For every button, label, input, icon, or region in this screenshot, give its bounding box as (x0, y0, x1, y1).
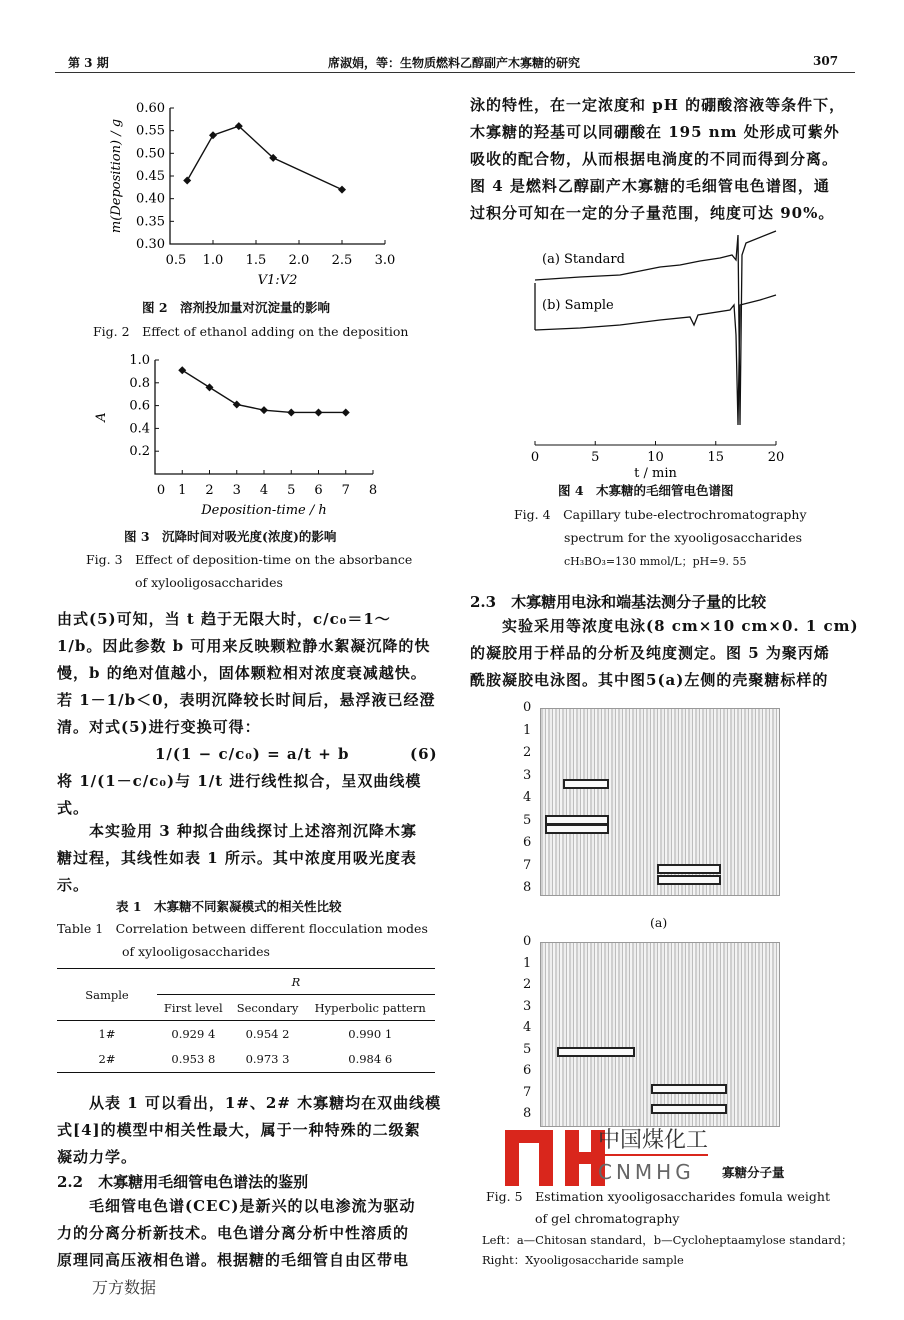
left-paragraph-3 (57, 818, 435, 899)
gel-position-label: 4 (523, 790, 532, 805)
x-tick-label: 5 (591, 450, 600, 465)
x-tick-label: 3.0 (374, 253, 396, 268)
fig5-note-right: Right：Xyooligosaccharide sample (482, 1253, 684, 1267)
fig4-caption-en: Fig. 4 Capillary tube-electrochromatography (514, 507, 807, 522)
x-tick-label: 2.5 (331, 253, 353, 268)
data-point (209, 131, 217, 139)
table-row (57, 1021, 435, 1047)
x-tick-label: 20 (767, 450, 785, 465)
gel-position-label: 0 (523, 934, 532, 949)
text-line: 示。 (57, 876, 90, 894)
gel-position-label: 8 (523, 880, 532, 895)
y-tick-label: 0.8 (129, 375, 150, 391)
x-tick-label: 0 (156, 483, 166, 498)
y-tick-label: 0.55 (136, 123, 165, 139)
left-paragraph-4 (57, 1090, 442, 1171)
watermark-en: CNMHG (598, 1160, 695, 1184)
x-tick-label: 7 (341, 483, 350, 498)
x-tick-label: 10 (647, 450, 664, 465)
col-hyperbolic: Hyperbolic pattern (314, 1000, 426, 1015)
fig4-conditions: cH₃BO₃=130 mmol/L；pH=9. 55 (564, 555, 747, 568)
issue-number: 第 3 期 (68, 56, 109, 70)
x-axis-label: Deposition-time / h (201, 503, 327, 518)
equation-6: 1/(1 − c/c₀) = a/t + b (155, 745, 350, 763)
y-tick-label: 0.50 (136, 146, 165, 162)
x-tick-label: 2.0 (288, 253, 310, 268)
cell: 0.953 8 (171, 1052, 216, 1067)
gel-position-label: 4 (523, 1020, 532, 1035)
text-line: 原理同高压液相色谱。根据糖的毛细管自由区带电 (57, 1251, 410, 1269)
data-point (183, 177, 191, 185)
right-paragraph-2 (470, 613, 859, 694)
text-line: 实验采用等浓度电泳(8 cm×10 cm×0. 1 cm) (470, 617, 859, 635)
text-line: 糖过程，其线性如表 1 所示。其中浓度用吸光度表 (57, 849, 417, 867)
left-paragraph-1 (57, 606, 435, 741)
text-line: 吸收的配合物，从而根据电淌度的不同而得到分离。 (470, 150, 839, 168)
gel-position-label: 5 (523, 1041, 532, 1057)
right-paragraph-1 (470, 92, 855, 227)
y-tick-label: 0.4 (129, 421, 150, 437)
running-title: 席淑娟，等：生物质燃料乙醇副产木寡糖的研究 (328, 56, 581, 70)
cell: 0.984 6 (348, 1052, 393, 1067)
text-line: 泳的特性，在一定浓度和 pH 的硼酸溶液等条件下， (470, 96, 846, 114)
col-secondary: Secondary (236, 1000, 299, 1015)
x-tick-label: 3 (232, 483, 241, 498)
data-point (206, 383, 214, 391)
x-tick-label: 1 (178, 483, 187, 498)
figure-3-chart (94, 345, 400, 523)
table1-title-en-2: of xylooligosaccharides (122, 944, 270, 959)
x-tick-label: 2 (205, 483, 214, 498)
fig3-caption-cn: 图 3 沉降时间对吸光度(浓度)的影响 (124, 529, 337, 544)
fig2-caption-cn: 图 2 溶剂投加量对沉淀量的影响 (142, 300, 331, 315)
table1-title-en: Table 1 Correlation between different flocculation modes (57, 921, 428, 936)
x-tick-label: 0.5 (165, 253, 187, 268)
gel-image-a (523, 700, 780, 896)
data-point (287, 408, 295, 416)
x-tick-label: 4 (259, 483, 269, 498)
text-line: 1/b。因此参数 b 可用来反映颗粒静水絮凝沉降的快 (57, 637, 431, 655)
cnmhg-logo (505, 1130, 591, 1186)
y-tick-label: 0.6 (129, 398, 150, 414)
data-point (342, 408, 350, 416)
text-line: 清。对式(5)进行变换可得： (57, 718, 261, 736)
data-point (233, 400, 241, 408)
fig5-caption-en-2: of gel chromatography (535, 1211, 680, 1226)
gel-position-label: 3 (523, 767, 532, 783)
fig5-note-left: Left：a—Chitosan standard，b—Cycloheptaamylose standard； (482, 1233, 853, 1247)
legend-a: (a) Standard (542, 252, 625, 267)
text-line: 从表 1 可以看出，1#、2# 木寡糖均在双曲线模 (57, 1094, 442, 1112)
table-1 (57, 968, 435, 1073)
text-line: 式。 (57, 799, 90, 817)
x-axis-label: V1:V2 (257, 273, 298, 288)
text-line: 力的分离分析新技术。电色谱分离分析中性溶质的 (57, 1224, 410, 1242)
text-line: 图 4 是燃料乙醇副产木寡糖的毛细管电色谱图，通 (470, 177, 830, 195)
cell: 1# (98, 1026, 116, 1041)
col-r: R (157, 969, 435, 995)
x-tick-label: 8 (368, 483, 378, 498)
y-axis-label: A (94, 412, 109, 422)
y-tick-label: 0.60 (136, 101, 165, 116)
data-point (178, 366, 186, 374)
col-first-level: First level (163, 1000, 223, 1015)
fig4-caption-en-2: spectrum for the xyooligosaccharides (564, 530, 803, 545)
gel-position-label: 7 (523, 857, 532, 873)
cell: 0.954 2 (245, 1026, 290, 1041)
text-line: 由式(5)可知，当 t 趋于无限大时，c/c₀＝1～ (57, 610, 391, 628)
header-rule (55, 72, 855, 73)
section-2-3-heading: 2.3 木寡糖用电泳和端基法测分子量的比较 (470, 593, 767, 611)
gel-position-label: 7 (523, 1084, 532, 1100)
text-line: 酰胺凝胶电泳图。其中图5(a)左侧的壳聚糖标样的 (470, 671, 829, 689)
left-paragraph-5 (57, 1193, 435, 1274)
gel-position-label: 2 (523, 745, 532, 760)
x-tick-label: 1.0 (202, 253, 224, 268)
gel-position-label: 1 (523, 955, 532, 971)
fig2-caption-en: Fig. 2 Effect of ethanol adding on the deposition (93, 324, 409, 339)
col-sample: Sample (57, 969, 157, 1021)
gel-position-label: 6 (523, 1063, 532, 1078)
fig4-caption-cn: 图 4 木寡糖的毛细管电色谱图 (558, 483, 734, 498)
text-line: 凝动力学。 (57, 1148, 138, 1166)
table-row (57, 1047, 435, 1073)
watermark-cn: 中国煤化工 (598, 1128, 708, 1156)
fig3-caption-en-2: of xylooligosaccharides (135, 575, 283, 590)
x-tick-label: 6 (314, 483, 323, 498)
data-line (182, 370, 346, 412)
y-tick-label: 1.0 (129, 353, 150, 368)
text-line: 过积分可知在一定的分子量范围，纯度可达 90%。 (470, 204, 835, 222)
text-line: 若 1－1/b＜0，表明沉降较长时间后，悬浮液已经澄 (57, 691, 436, 709)
text-line: 木寡糖的羟基可以同硼酸在 195 nm 处形成可紫外 (470, 123, 840, 141)
gel-position-label: 2 (523, 977, 532, 992)
gel-position-label: 1 (523, 722, 532, 738)
gel-position-label: 5 (523, 812, 532, 828)
cell: 0.990 1 (348, 1026, 393, 1041)
cell: 0.973 3 (245, 1052, 290, 1067)
figure-4-chart (520, 225, 790, 480)
fig3-caption-en: Fig. 3 Effect of deposition-time on the absorbance (86, 552, 413, 567)
x-tick-label: 1.5 (245, 253, 267, 268)
footer-source: 万方数据 (92, 1278, 157, 1297)
text-line: 本实验用 3 种拟合曲线探讨上述溶剂沉降木寡 (57, 822, 417, 840)
fig5-caption-en: Fig. 5 Estimation xyooligosaccharides fomula weight (486, 1189, 830, 1204)
table1-title-cn: 表 1 木寡糖不同絮凝模式的相关性比较 (116, 899, 342, 914)
x-axis-label: t / min (634, 466, 677, 481)
section-2-2-heading: 2.2 木寡糖用毛细管电色谱法的鉴别 (57, 1173, 309, 1191)
y-tick-label: 0.35 (136, 214, 165, 230)
gel-position-label: 8 (523, 1106, 532, 1121)
gel-image-b (523, 934, 780, 1127)
fig5a-label: (a) (650, 915, 668, 930)
cell: 0.929 4 (171, 1026, 216, 1041)
y-tick-label: 0.2 (129, 444, 150, 460)
text-line: 慢，b 的绝对值越小，固体颗粒相对浓度衰减越快。 (57, 664, 427, 682)
x-tick-label: 0 (530, 450, 540, 465)
left-paragraph-2 (57, 768, 435, 822)
y-tick-label: 0.45 (136, 169, 165, 184)
cell: 2# (98, 1052, 116, 1067)
fig5-caption-cn-tail: 寡糖分子量 (722, 1165, 785, 1180)
y-axis-label: m(Deposition) / g (109, 118, 124, 234)
text-line: 将 1/(1－c/c₀)与 1/t 进行线性拟合，呈双曲线模 (57, 772, 422, 790)
axes (155, 360, 373, 474)
y-tick-label: 0.30 (136, 237, 165, 252)
legend-b: (b) Sample (542, 298, 614, 313)
text-line: 式[4]的模型中相关性最大，属于一种特殊的二级絮 (57, 1121, 421, 1139)
data-point (315, 408, 323, 416)
text-line: 毛细管电色谱(CEC)是新兴的以电渗流为驱动 (57, 1197, 416, 1215)
gel-position-label: 3 (523, 998, 532, 1014)
x-tick-label: 15 (707, 450, 725, 465)
text-line: 的凝胶用于样品的分析及纯度测定。图 5 为聚丙烯 (470, 644, 830, 662)
gel-position-label: 0 (523, 700, 532, 715)
page-number: 307 (813, 54, 839, 68)
gel-position-label: 6 (523, 835, 532, 850)
equation-number: (6) (410, 745, 438, 763)
data-point (338, 186, 346, 194)
axes (170, 108, 385, 244)
figure-2-chart (90, 95, 420, 295)
data-point (260, 406, 268, 414)
x-tick-label: 5 (287, 483, 296, 498)
y-tick-label: 0.40 (136, 191, 165, 207)
